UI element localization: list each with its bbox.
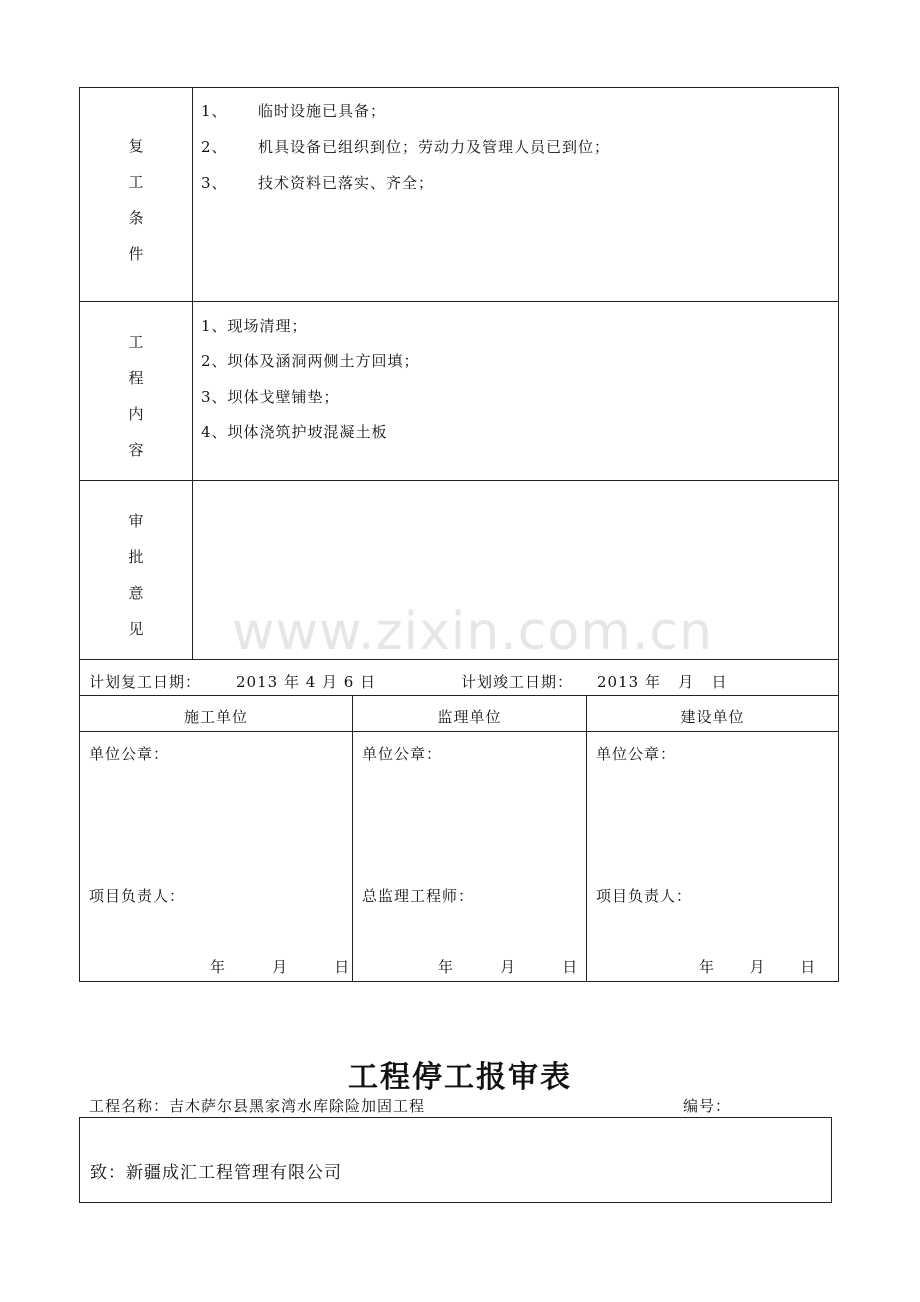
complete-date-label: 计划竣工日期： — [461, 673, 574, 691]
complete-date-value: 2013 年 月 日 — [597, 673, 728, 691]
unit-date: 年 月 日 — [210, 958, 351, 976]
content-item: 3、坝体戈壁铺垫； — [201, 388, 340, 406]
unit-seal-label: 单位公章： — [596, 745, 677, 763]
project-name-label: 工程名称：吉木萨尔县黑家湾水库除险加固工程 — [89, 1097, 426, 1115]
unit-seal-label: 单位公章： — [89, 745, 170, 763]
content-item: 2、坝体及涵洞两侧土方回填； — [201, 352, 420, 370]
watermark: www.zixin.com.cn — [232, 602, 713, 662]
number-label: 编号： — [683, 1097, 732, 1115]
unit-signer-label: 项目负责人： — [89, 887, 186, 905]
unit-signer-label: 项目负责人： — [596, 887, 693, 905]
unit-header-supervision: 监理单位 — [437, 708, 502, 726]
content-item: 4、坝体浇筑护坡混凝土板 — [201, 423, 388, 441]
unit-header-construction: 施工单位 — [183, 708, 248, 726]
unit-signer-label: 总监理工程师： — [362, 887, 475, 905]
approval-opinion-area[interactable] — [194, 482, 837, 658]
unit-date: 年 月 日 — [699, 958, 817, 976]
unit-seal-label: 单位公章： — [362, 745, 443, 763]
conditions-label: 复 工 条 件 — [128, 137, 144, 263]
content-label: 工 程 内 容 — [128, 333, 144, 459]
stop-form-title: 工程停工报审表 — [348, 1060, 572, 1095]
unit-header-owner: 建设单位 — [680, 708, 745, 726]
resume-date-label: 计划复工日期： — [89, 673, 202, 691]
approval-label: 审 批 意 见 — [128, 512, 144, 638]
addressee-line: 致：新疆成汇工程管理有限公司 — [90, 1163, 342, 1183]
unit-date: 年 月 日 — [438, 958, 579, 976]
content-item: 1、现场清理； — [201, 317, 308, 335]
resume-date-value: 2013 年 4 月 6 日 — [236, 673, 377, 691]
